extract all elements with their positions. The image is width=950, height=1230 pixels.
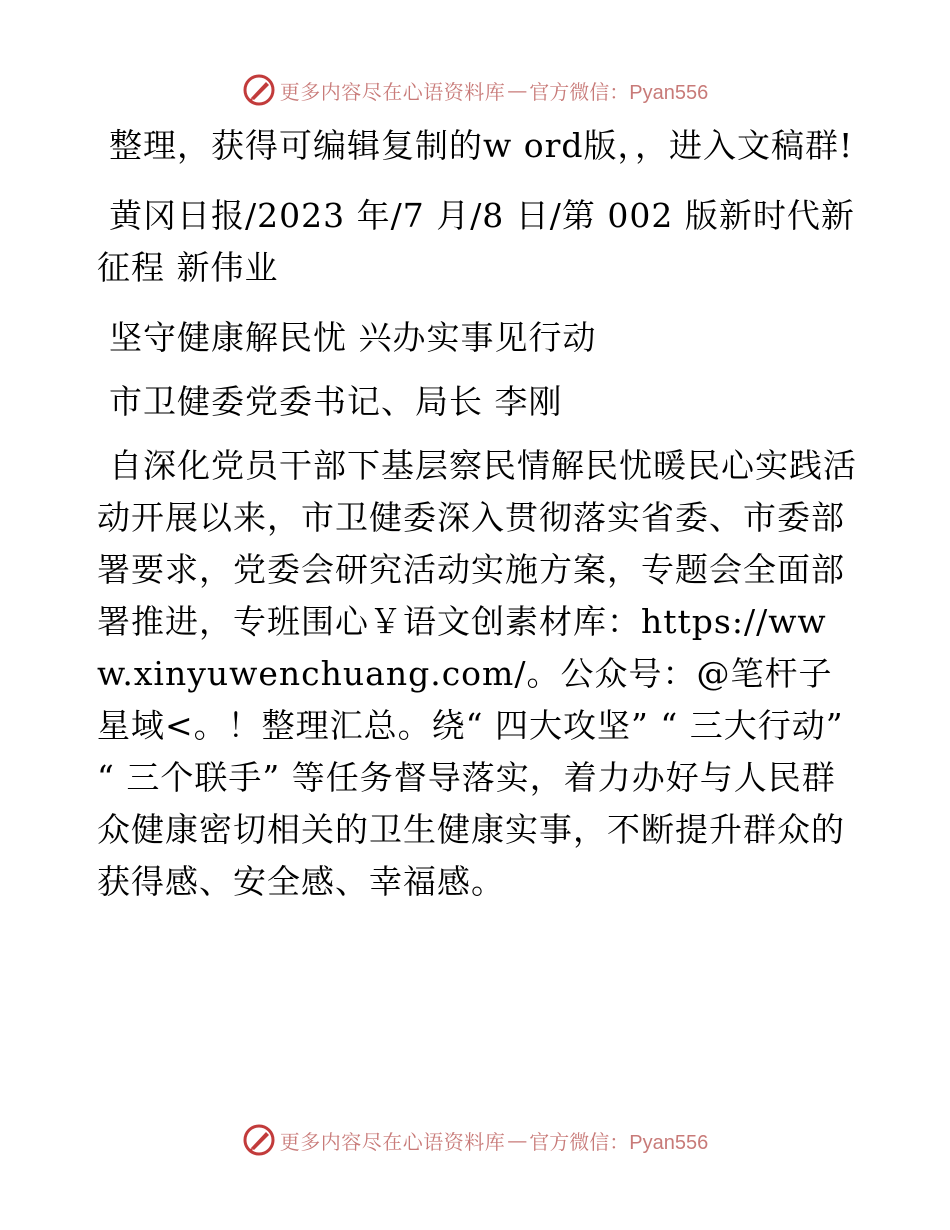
watermark-separator: — xyxy=(507,78,528,102)
watermark-separator: — xyxy=(507,1128,528,1152)
article-paragraph: 自深化党员干部下基层察民情解民忧暖民心实践活动开展以来，市卫健委深入贯彻落实省委、市委部署要求，党委会研究活动实施方案，专题会全面部署推进，专班围心￥语文创素材库：https://www.xinyuwenchuang.com/。公众号：@笔杆子星域<。！整理汇总。绕“ 四大攻坚” “ 三大行动” “ 三个联手” 等任务督导落实，着力办好与人民群众健康密切相关的卫生健康实事，不断提升群众的获得感、安全感、幸福感。 xyxy=(97,446,857,901)
article-source: 黄冈日报/2023 年/7 月/8 日/第 002 版新时代新征程 新伟业 xyxy=(97,196,855,287)
document-body xyxy=(97,120,857,926)
intro-note: 整理，获得可编辑复制的w ord版，，进入文稿群! xyxy=(109,126,854,165)
watermark-site-text: 更多内容尽在心语资料库 xyxy=(279,1129,506,1154)
article-byline: 市卫健委党委书记、局长 李刚 xyxy=(109,382,563,421)
article-headline: 坚守健康解民忧 兴办实事见行动 xyxy=(109,318,597,357)
watermark-site-text: 更多内容尽在心语资料库 xyxy=(279,79,506,104)
header-watermark-banner xyxy=(0,70,950,110)
watermark-wechat-text: 官方微信：Pyan556 xyxy=(529,81,709,104)
footer-watermark-banner xyxy=(0,1120,950,1160)
quill-seal-icon xyxy=(242,73,276,107)
watermark-wechat-text: 官方微信：Pyan556 xyxy=(529,1131,709,1154)
quill-seal-icon xyxy=(242,1123,276,1157)
